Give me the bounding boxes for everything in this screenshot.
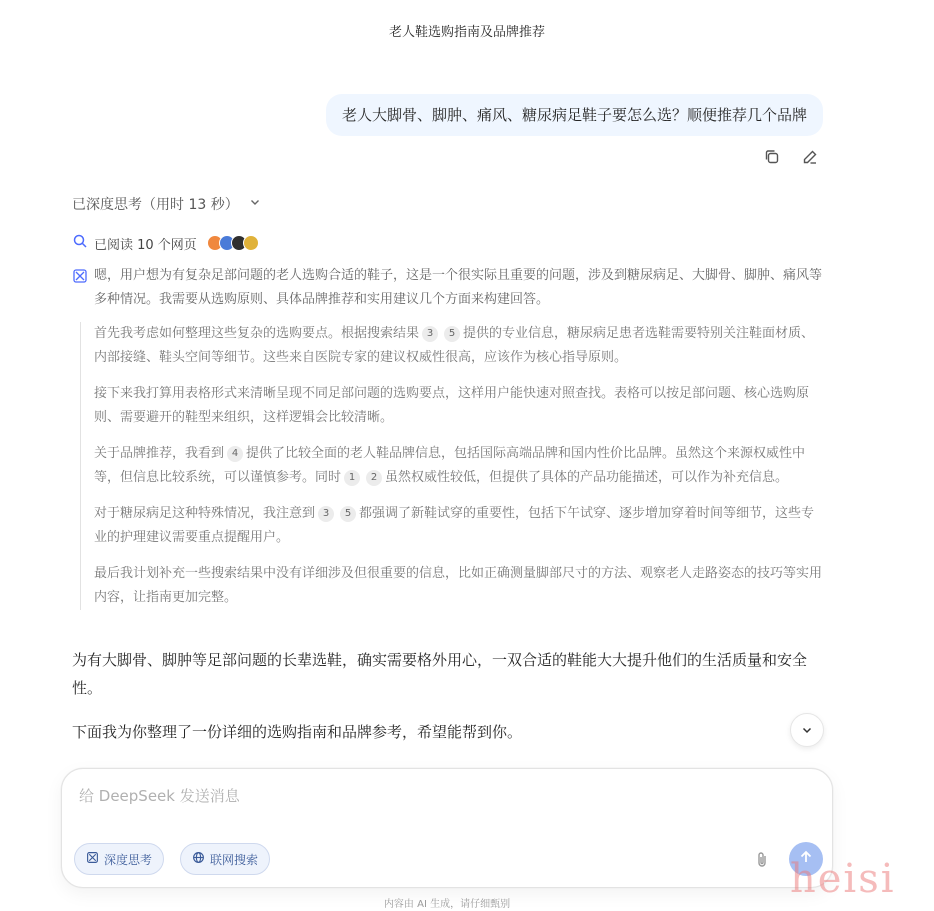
thinking-paragraph	[94, 322, 824, 370]
globe-icon	[192, 851, 205, 867]
scroll-to-bottom-button[interactable]	[790, 713, 824, 747]
thinking-paragraph	[94, 382, 824, 430]
answer-paragraph: 下面我为你整理了一份详细的选购指南和品牌参考，希望能帮到你。	[72, 723, 523, 741]
citation-badge[interactable]: 4	[227, 446, 243, 462]
thinking-paragraph	[94, 562, 824, 610]
search-summary-label: 已阅读 10 个网页	[94, 237, 197, 253]
thinking-text: 关于品牌推荐，我看到	[94, 446, 225, 461]
web-search-toggle[interactable]	[180, 843, 270, 875]
thinking-text: 首先我考虑如何整理这些复杂的选购要点。根据搜索结果	[94, 326, 420, 341]
thinking-text: 接下来我打算用表格形式来清晰呈现不同足部问题的选购要点，这样用户能快速对照查找。表格可以按足部问题、核心选购原则、需要避开的鞋型来组织，这样逻辑会比较清晰。	[94, 386, 810, 425]
thinking-header-label: 已深度思考（用时 13 秒）	[72, 197, 239, 213]
citation-badge[interactable]: 3	[422, 326, 438, 342]
thinking-content	[72, 264, 824, 622]
deep-think-icon	[86, 851, 99, 867]
thinking-text: 对于糖尿病足这种特殊情况，我注意到	[94, 506, 316, 521]
web-search-label: 联网搜索	[210, 852, 259, 867]
citation-badge[interactable]: 5	[340, 506, 356, 522]
thinking-paragraph-text: 嗯，用户想为有复杂足部问题的老人选购合适的鞋子，这是一个很实际且重要的问题，涉及到糖尿病足、大脚骨、脚肿、痛风等多种情况。我需要从选购原则、具体品牌推荐和实用建议几个方面来构建回答。	[94, 268, 823, 307]
citation-badge[interactable]: 2	[366, 470, 382, 486]
search-icon	[72, 233, 88, 253]
search-results-summary[interactable]	[72, 233, 259, 253]
deep-think-toggle[interactable]	[74, 843, 164, 875]
user-message-bubble: 老人大脚骨、脚肿、痛风、糖尿病足鞋子要怎么选？顺便推荐几个品牌	[326, 94, 823, 136]
thinking-text: 虽然权威性较低，但提供了具体的产品功能描述，可以作为补充信息。	[385, 470, 789, 485]
thinking-paragraph	[72, 264, 824, 312]
thinking-paragraph	[94, 442, 824, 490]
thinking-paragraph-list	[80, 322, 824, 610]
message-input[interactable]: 给 DeepSeek 发送消息	[79, 787, 240, 805]
thinking-toggle[interactable]	[72, 194, 261, 214]
copy-icon[interactable]	[762, 147, 782, 167]
source-favicons	[207, 235, 259, 251]
citation-badge[interactable]: 1	[344, 470, 360, 486]
assistant-answer	[72, 646, 832, 762]
message-actions	[762, 147, 820, 167]
paperclip-icon[interactable]	[754, 851, 770, 869]
message-composer[interactable]	[61, 768, 833, 888]
thinking-paragraph	[94, 502, 824, 550]
deep-think-label: 深度思考	[104, 852, 153, 867]
thinking-text: 提供的专业信息，糖尿病足患者选鞋需要特别关注鞋面材质、内部接缝、鞋头空间等细节。这些来自医院专家的建议权威性很高，应该作为核心指导原则。	[94, 326, 815, 365]
thinking-text: 都强调了新鞋试穿的重要性，包括下午试穿、逐步增加穿着时间等细节，这些专业的护理建议需要重点提醒用户。	[94, 506, 815, 545]
answer-paragraph: 为有大脚骨、脚肿等足部问题的长辈选鞋，确实需要格外用心，一双合适的鞋能大大提升他们的生活质量和安全性。	[72, 651, 808, 697]
citation-badge[interactable]: 5	[444, 326, 460, 342]
conversation-title: 老人鞋选购指南及品牌推荐	[388, 24, 545, 40]
watermark: heisi	[790, 856, 896, 902]
thinking-text: 最后我计划补充一些搜索结果中没有详细涉及但很重要的信息，比如正确测量脚部尺寸的方法、观察老人走路姿态的技巧等实用内容，让指南更加完整。	[94, 566, 823, 605]
ai-disclaimer: 内容由 AI 生成，请仔细甄别	[383, 899, 511, 910]
edit-icon[interactable]	[800, 147, 820, 167]
favicon	[243, 235, 259, 251]
thinking-text: 提供了比较全面的老人鞋品牌信息，包括国际高端品牌和国内性价比品牌。虽然这个来源权威性中等，但信息比较系统，可以谨慎参考。同时	[94, 446, 806, 485]
citation-badge[interactable]: 3	[318, 506, 334, 522]
chevron-down-icon	[249, 196, 261, 212]
deep-think-icon	[72, 268, 88, 312]
chevron-down-icon	[801, 721, 813, 740]
top-bar	[0, 0, 934, 60]
